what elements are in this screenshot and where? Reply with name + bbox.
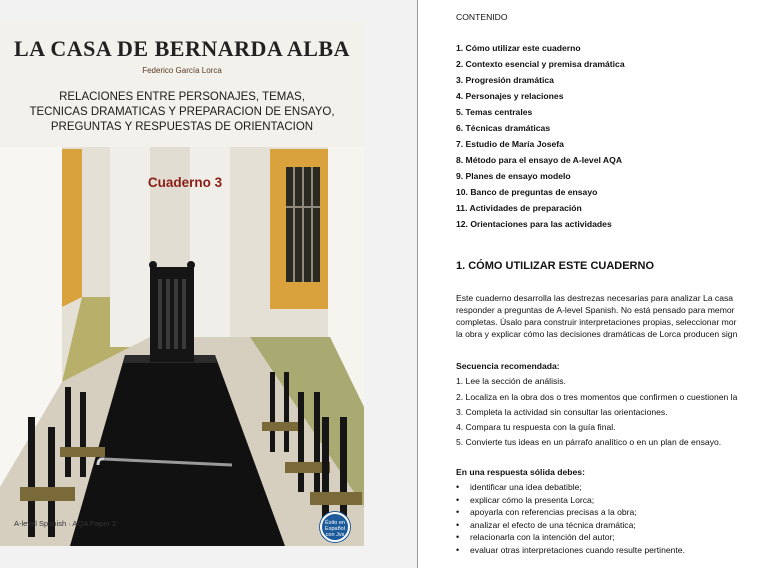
cover-subtitle-line: TECNICAS DRAMATICAS Y PREPARACION DE ENSAYO, — [29, 106, 335, 118]
strong-answer-point: • relacionarla con la intención del autor; — [470, 532, 615, 542]
logo-text: Éxito en — [325, 520, 345, 526]
strong-answer-point: • evaluar otras interpretaciones cuando resulte pertinente. — [470, 545, 685, 555]
cover-subtitle-line: PREGUNTAS Y RESPUESTAS DE ORIENTACION — [50, 121, 314, 133]
toc-item[interactable]: 4. Personajes y relaciones — [456, 91, 564, 101]
intro-line: responder a preguntas de A-level Spanish. No está pensado para memor — [456, 305, 735, 315]
toc-item[interactable]: 8. Método para el ensayo de A-level AQA — [456, 155, 623, 165]
sequence-heading: Secuencia recomendada: — [456, 361, 560, 371]
toc-item[interactable]: 11. Actividades de preparación — [456, 203, 582, 213]
exito-logo — [320, 512, 350, 542]
cuaderno-badge: Cuaderno 3 — [147, 175, 223, 190]
logo-text: con Jvs — [325, 532, 345, 538]
sequence-step: 4. Compara tu respuesta con la guía final. — [456, 422, 616, 432]
intro-line: Este cuaderno desarrolla las destrezas necesarias para analizar La casa — [456, 293, 734, 303]
toc-item[interactable]: 10. Banco de preguntas de ensayo — [456, 187, 598, 197]
toc-item[interactable]: 9. Planes de ensayo modelo — [456, 171, 571, 181]
cover-illustration — [0, 147, 364, 546]
cover-author: Federico García Lorca — [142, 66, 222, 75]
toc-item[interactable]: 6. Técnicas dramáticas — [456, 123, 551, 133]
strong-answer-point: • apoyarla con referencias precisas a la obra; — [470, 507, 637, 517]
section-title: 1. CÓMO UTILIZAR ESTE CUADERNO — [456, 260, 655, 272]
cover-title: LA CASA DE BERNARDA ALBA — [14, 36, 350, 61]
toc-item[interactable]: 3. Progresión dramática — [456, 75, 554, 85]
sequence-step: 1. Lee la sección de análisis. — [456, 376, 566, 386]
logo-text: Español — [325, 526, 345, 532]
strong-answer-point: • explicar cómo la presenta Lorca; — [470, 495, 594, 505]
strong-answer-point: • analizar el efecto de una técnica dramática; — [470, 520, 636, 530]
strong-answer-heading: En una respuesta sólida debes: — [456, 467, 585, 477]
intro-line: la obra y explicar cómo las decisiones dramáticas de Lorca producen sign — [456, 329, 738, 339]
sequence-step: 3. Completa la actividad sin consultar las orientaciones. — [456, 407, 668, 417]
intro-line: completas. Úsalo para construir interpretaciones propias, seleccionar mor — [456, 317, 737, 327]
toc-item[interactable]: 12. Orientaciones para las actividades — [456, 219, 612, 229]
toc-item[interactable]: 7. Estudio de María Josefa — [456, 139, 564, 149]
sequence-step: 2. Localiza en la obra dos o tres momentos que confirmen o cuestionen la — [456, 392, 738, 402]
toc-item[interactable]: 1. Cómo utilizar este cuaderno — [456, 43, 581, 53]
toc-item[interactable]: 2. Contexto esencial y premisa dramática — [456, 59, 625, 69]
cover-footer: A-level Spanish · AQA Paper 2 — [14, 519, 117, 528]
cover-subtitle — [0, 90, 364, 135]
contents-heading: CONTENIDO — [456, 12, 508, 22]
book-cover — [0, 22, 364, 546]
toc-item[interactable]: 5. Temas centrales — [456, 107, 533, 117]
right-page — [418, 0, 758, 568]
sequence-step: 5. Convierte tus ideas en un párrafo analítico o en un plan de ensayo. — [456, 437, 722, 447]
cover-subtitle-line: RELACIONES ENTRE PERSONAJES, TEMAS, — [59, 91, 305, 103]
strong-answer-point: • identificar una idea debatible; — [470, 482, 582, 492]
